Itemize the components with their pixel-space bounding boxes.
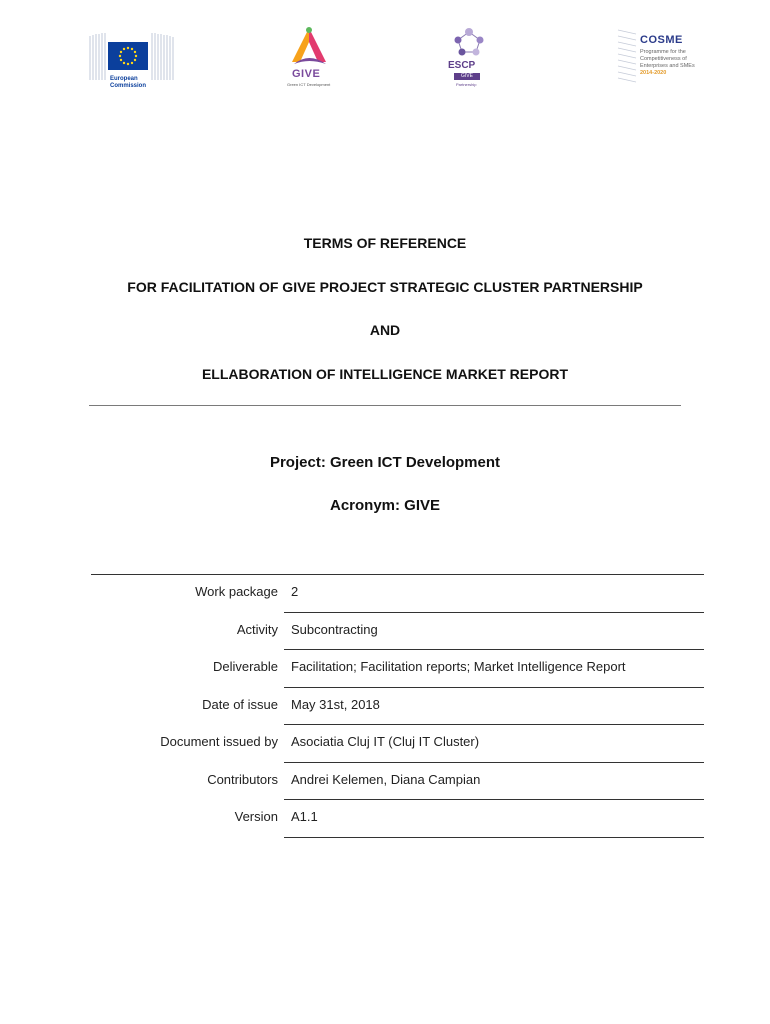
metadata-value: Facilitation; Facilitation reports; Market Intelligence Report	[291, 659, 626, 674]
metadata-row-contributors	[91, 763, 704, 801]
metadata-table	[91, 575, 704, 838]
escp-logo-word: ESCP	[448, 60, 476, 71]
metadata-row-activity	[91, 613, 704, 651]
escp-logo-badge: GIVE	[454, 73, 480, 80]
give-logo-word: GIVE	[292, 68, 321, 80]
metadata-value: May 31st, 2018	[291, 696, 380, 712]
escp-logo	[444, 26, 494, 90]
metadata-row-version	[91, 800, 704, 838]
give-logo	[284, 24, 334, 90]
cosme-logo	[614, 24, 710, 90]
metadata-label: Document issued by	[160, 734, 278, 749]
project-name: Project: Green ICT Development	[269, 454, 501, 471]
eu-flag-icon	[108, 42, 148, 70]
metadata-label: Version	[234, 809, 278, 824]
metadata-label: Date of issue	[202, 696, 278, 712]
metadata-value: Andrei Kelemen, Diana Campian	[291, 771, 481, 787]
cosme-stripes-icon	[614, 24, 640, 90]
escp-logo-tagline: Partnership	[456, 82, 477, 87]
metadata-label: Contributors	[207, 771, 278, 787]
metadata-label: Activity	[236, 621, 278, 637]
metadata-label: Work package	[195, 584, 278, 599]
title-line-3: AND	[369, 322, 401, 338]
metadata-value: Subcontracting	[291, 621, 378, 637]
cosme-logo-word: COSME	[640, 34, 683, 46]
metadata-label: Deliverable	[212, 659, 278, 674]
title-divider	[89, 405, 681, 406]
title-line-4: ELLABORATION OF INTELLIGENCE MARKET REPORT	[201, 366, 569, 382]
metadata-row-issued-by	[91, 725, 704, 763]
give-logo-tagline: Green ICT Development	[287, 82, 331, 87]
metadata-value: A1.1	[291, 809, 318, 824]
metadata-value: Asociatia Cluj IT (Cluj IT Cluster)	[291, 734, 480, 749]
title-line-2: FOR FACILITATION OF GIVE PROJECT STRATEGIC CLUSTER PARTNERSHIP	[127, 279, 643, 295]
logo-bar	[0, 20, 770, 95]
eu-logo-text: European Commission	[110, 76, 147, 89]
metadata-value: 2	[291, 584, 299, 599]
metadata-row-work-package	[91, 575, 704, 613]
row-divider	[284, 837, 704, 838]
give-triangle-icon	[284, 24, 334, 68]
metadata-row-deliverable	[91, 650, 704, 688]
project-acronym: Acronym: GIVE	[329, 497, 441, 514]
european-commission-logo	[88, 26, 176, 88]
network-nodes-icon	[444, 26, 494, 60]
cosme-logo-text: Programme for the Competitiveness of Enterprises and SMEs 2014-2020	[640, 49, 695, 76]
metadata-row-date-of-issue	[91, 688, 704, 726]
title-line-1: TERMS OF REFERENCE	[303, 235, 467, 251]
